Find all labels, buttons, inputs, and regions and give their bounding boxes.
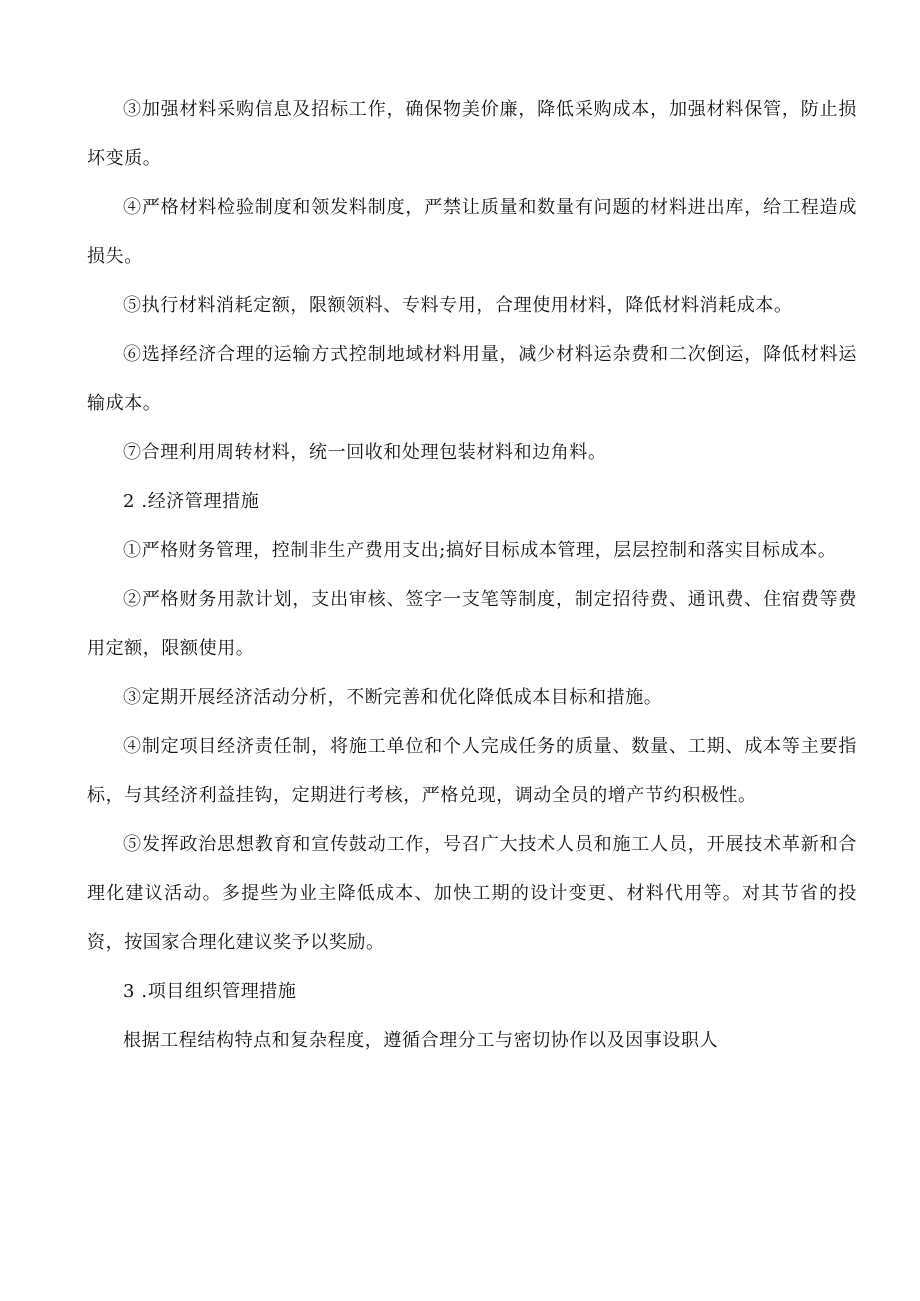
paragraph-material-procurement: ③加强材料采购信息及招标工作，确保物美价廉，降低采购成本，加强材料保管，防止损坏变质。 xyxy=(87,99,857,169)
paragraph-material-inspection: ④严格材料检验制度和领发料制度，严禁让质量和数量有问题的材料进出库，给工程造成损失。 xyxy=(87,197,857,267)
paragraph-turnover-materials: ⑦合理利用周转材料，统一回收和处理包装材料和边角料。 xyxy=(123,442,607,463)
paragraph-material-consumption: ⑤执行材料消耗定额，限额领料、专料专用，合理使用材料，降低材料消耗成本。 xyxy=(123,295,793,316)
paragraph-political-education: ⑤发挥政治思想教育和宣传鼓动工作，号召广大技术人员和施工人员，开展技术革新和合理化建议活动。多提些为业主降低成本、加快工期的设计变更、材料代用等。对其节省的投资，按国家合理化建议奖予以奖励。 xyxy=(87,834,857,953)
paragraph-payment-plan: ②严格财务用款计划，支出审核、签字一支笔等制度，制定招待费、通讯费、住宿费等费用定额，限额使用。 xyxy=(87,589,857,659)
paragraph-economic-analysis: ③定期开展经济活动分析，不断完善和优化降低成本目标和措施。 xyxy=(123,687,663,708)
paragraph-organization-structure: 根据工程结构特点和复杂程度，遵循合理分工与密切协作以及因事设职人 xyxy=(123,1030,719,1051)
paragraph-financial-management: ①严格财务管理，控制非生产费用支出;搞好目标成本管理，层层控制和落实目标成本。 xyxy=(123,540,837,561)
section-heading-project-organization: 3 .项目组织管理措施 xyxy=(123,981,297,1002)
section-heading-economic-management: 2 .经济管理措施 xyxy=(123,491,260,512)
paragraph-transport-mode: ⑥选择经济合理的运输方式控制地域材料用量，减少材料运杂费和二次倒运，降低材料运输成本。 xyxy=(87,344,857,414)
document-body xyxy=(87,85,857,1065)
paragraph-responsibility-system: ④制定项目经济责任制，将施工单位和个人完成任务的质量、数量、工期、成本等主要指标，与其经济利益挂钩，定期进行考核，严格兑现，调动全员的增产节约积极性。 xyxy=(87,736,857,806)
